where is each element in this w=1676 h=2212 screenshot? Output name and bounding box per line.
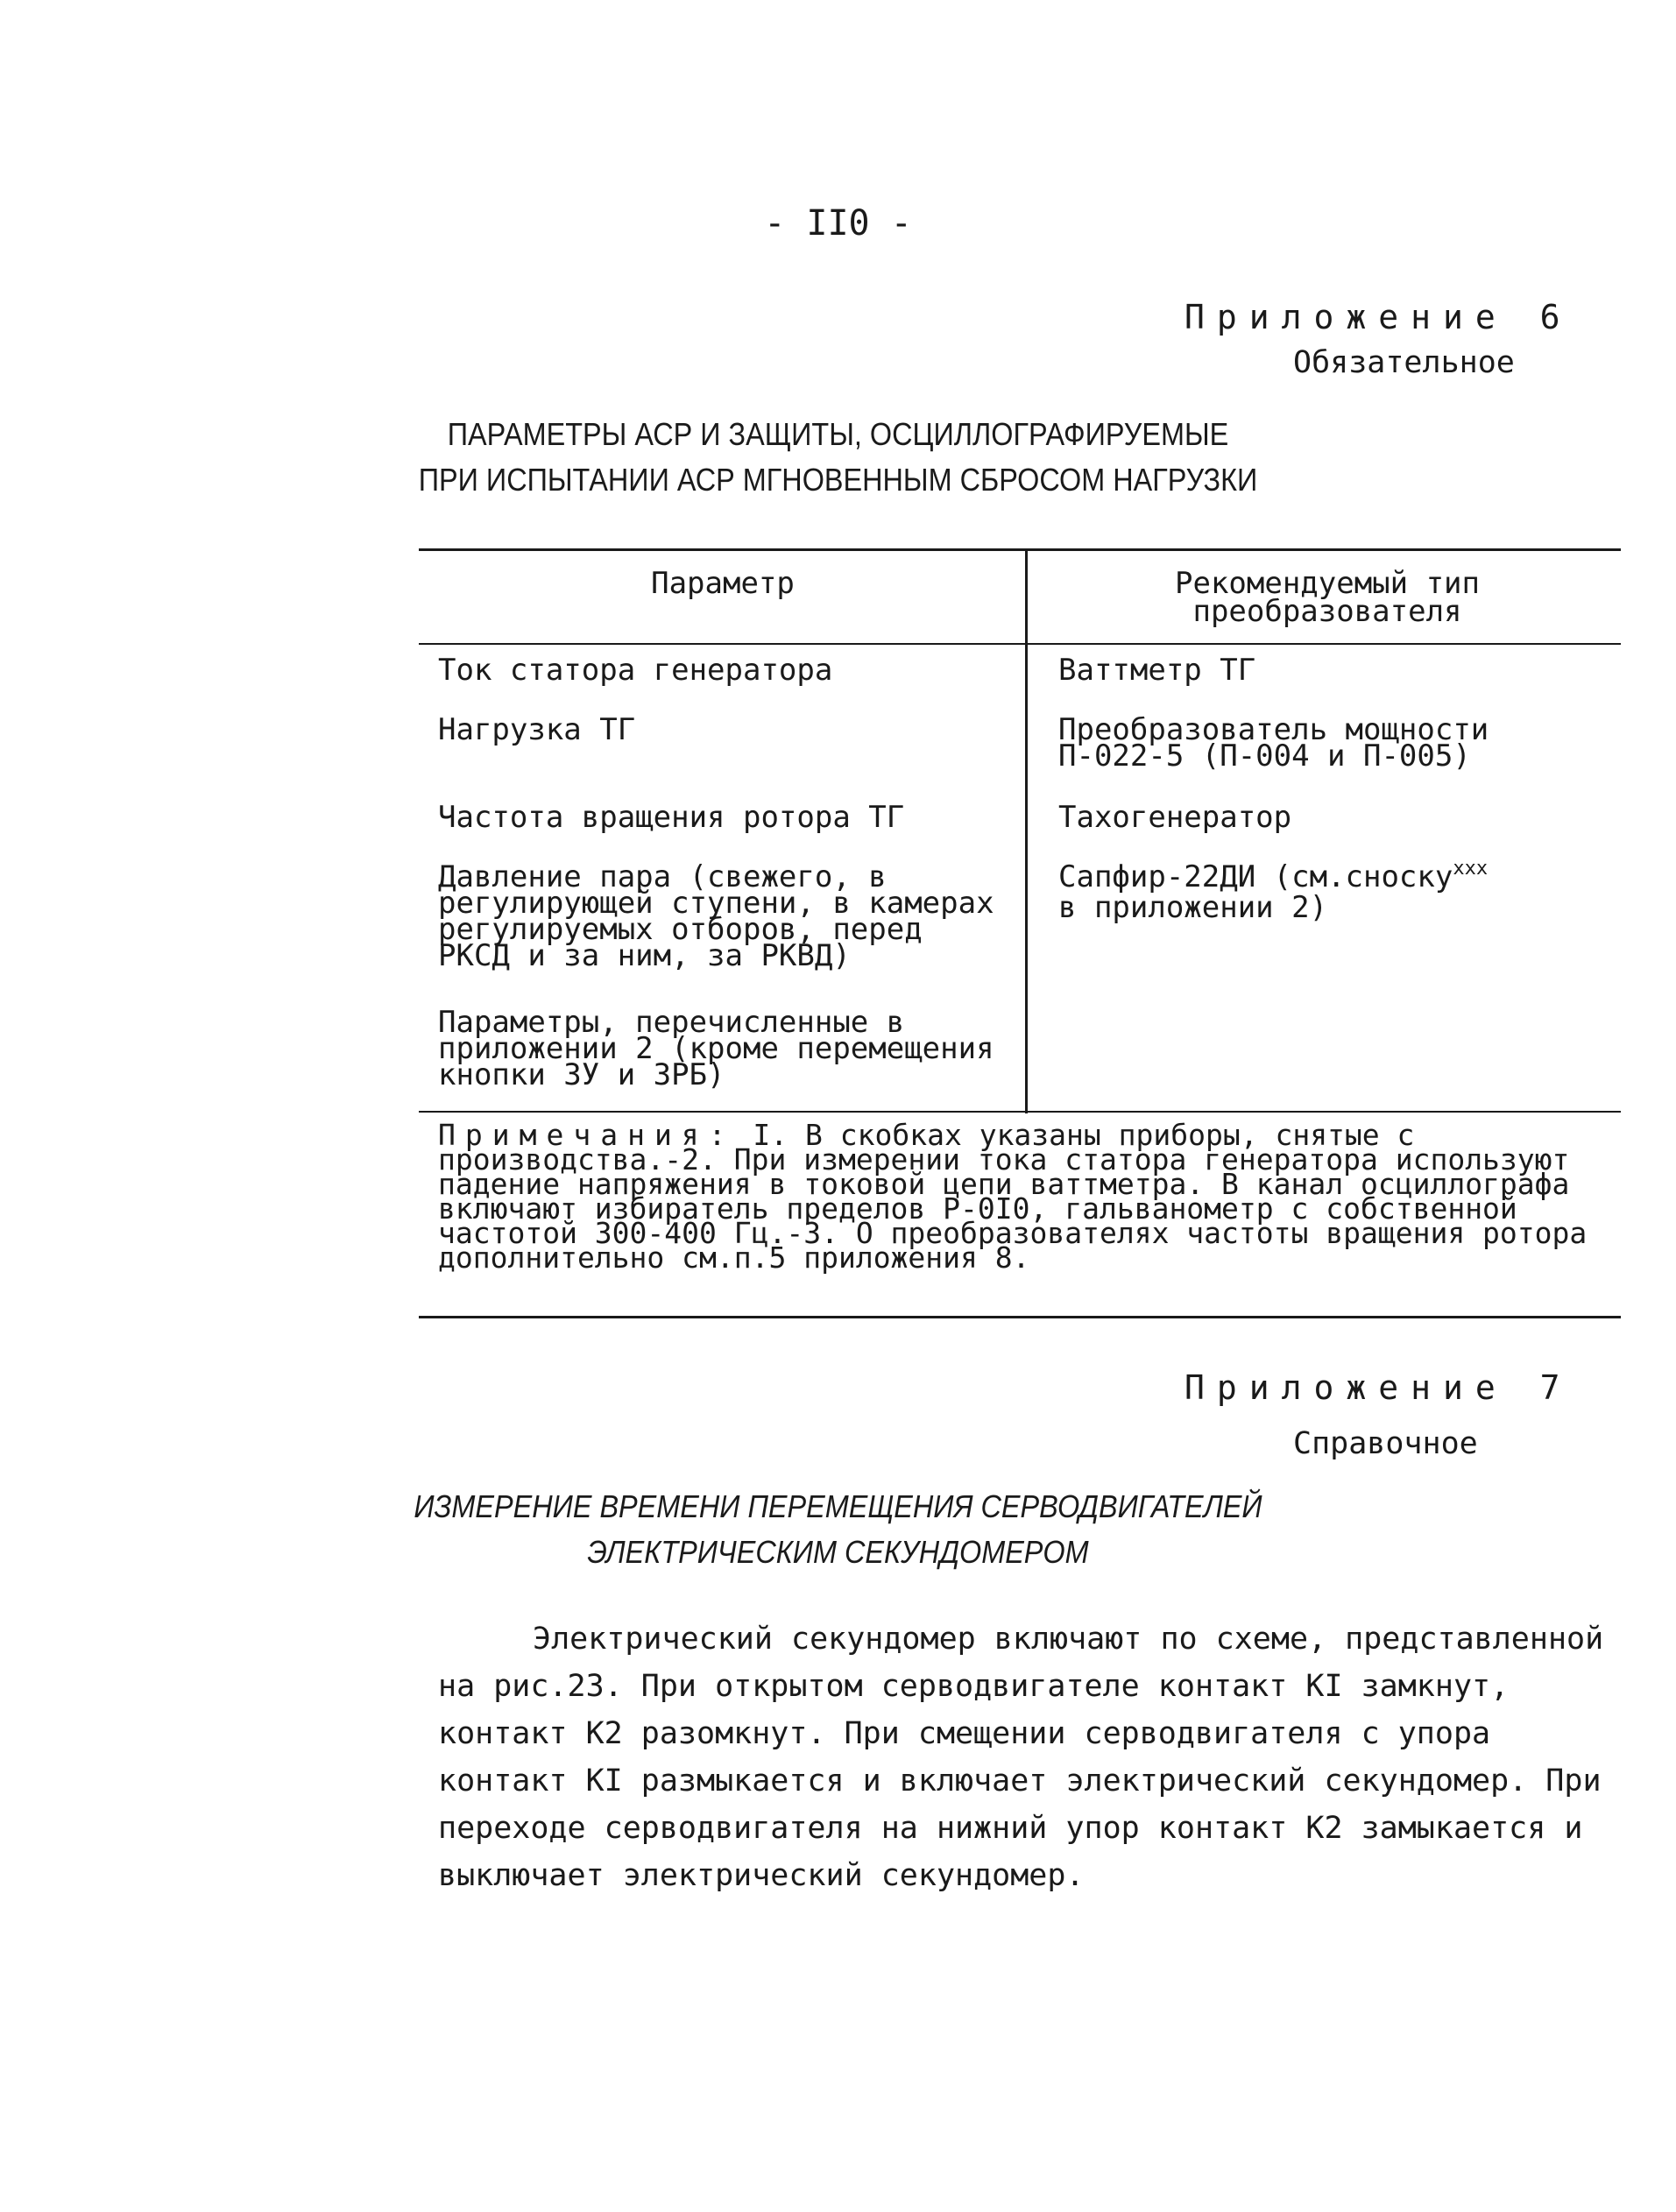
table-row-param: Нагрузка ТГ [438,712,636,747]
device-text: Сапфир-22ДИ (см.сноску [1058,859,1453,894]
appendix-7-kind: Справочное [1293,1426,1478,1461]
appendix-6-heading-line1: ПАРАМЕТРЫ АСР И ЗАЩИТЫ, ОСЦИЛЛОГРАФИРУЕМЫЕ [447,416,1229,452]
table-row-param: Давление пара (свежего, в регулирующей ступени, в камерах регулируемых отборов, перед РКСД и за ним, за РКВД) [438,859,994,973]
table-top-rule [419,548,1621,551]
table-row-device [1058,858,1619,925]
table-row-param: Частота вращения ротора ТГ [438,800,905,835]
appendix-6-heading-line2: ПРИ ИСПЫТАНИИ АСР МГНОВЕННЫМ СБРОСОМ НАГРУЗКИ [418,462,1258,498]
page-number: - II0 - [764,203,912,244]
table-header-parameter: Параметр [651,566,795,601]
appendix-6-heading [84,412,1593,503]
table-column-divider [1025,548,1028,1113]
notes-label: Примечания: [438,1118,736,1152]
table-header-device: Рекомендуемый тип преобразователя [1175,566,1480,629]
table-row-device: Тахогенератор [1058,800,1292,835]
appendix-6-kind: Обязательное [1293,345,1515,380]
table-header-rule [419,643,1621,645]
table-row-param: Параметры, перечисленные в приложении 2 (кроме перемещения кнопки ЗУ и ЗРБ) [438,1005,994,1092]
footnote-mark: xxx [1453,858,1489,880]
appendix-7-title: Приложение 7 [1185,1368,1573,1407]
table-row-device: Преобразователь мощности П-022-5 (П-004 и П-005) [1058,712,1489,774]
appendix-7-body [438,1615,1616,1899]
table-bottom-rule [419,1316,1621,1318]
body-paragraph: Электрический секундомер включают по схеме, представленной на рис.23. При открытом серводвигателе контакт КI замкнут, контакт К2 разомкнут. При смещении серводвигателя с упора контакт КI размыкается и включает электрический секундомер. При переходе серводвигателя на нижний упор контакт К2 замыкается и выключает электрический секундомер. [438,1622,1604,1893]
appendix-7-heading [84,1484,1593,1575]
device-text-tail: в приложении 2) [1058,890,1328,925]
appendix-7-heading-line1: ИЗМЕРЕНИЕ ВРЕМЕНИ ПЕРЕМЕЩЕНИЯ СЕРВОДВИГАТЕЛЕЙ [414,1488,1262,1524]
table-notes [438,1118,1621,1275]
table-body-rule [419,1111,1621,1113]
appendix-7-heading-line2: ЭЛЕКТРИЧЕСКИМ СЕКУНДОМЕРОМ [587,1534,1089,1570]
appendix-6-title: Приложение 6 [1185,298,1573,336]
notes-text: I. В скобках указаны приборы, снятые с производства.-2. При измерении тока статора генератора используют падение напряжения в токовой цепи ваттметра. В канал осциллографа включают избиратель пределов Р-0I0, гальванометр с собственной частотой 300-400 Гц.-3. О преобразователях частоты вращения ротора дополнительно см.п.5 приложения 8. [438,1118,1588,1275]
table-row-device: Ваттметр ТГ [1058,653,1256,688]
table-row-param: Ток статора генератора [438,653,833,688]
